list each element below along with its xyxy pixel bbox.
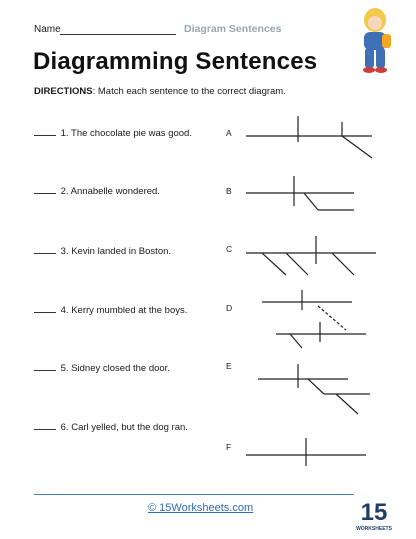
- sentence-4-text: 4. Kerry mumbled at the boys.: [60, 305, 188, 316]
- diagram-letter-e: E: [226, 361, 232, 371]
- sentence-3-text: 3. Kevin landed in Boston.: [60, 246, 172, 257]
- diagram-letter-d: D: [226, 303, 233, 313]
- site-logo: [354, 494, 394, 534]
- page-title: Diagramming Sentences: [33, 48, 318, 75]
- diagram-letter-f: F: [226, 442, 232, 452]
- diagram-a: [246, 116, 372, 158]
- logo-text: WORKSHEETS: [356, 526, 392, 532]
- diagram-e: [258, 364, 370, 414]
- footer-rule: [34, 494, 394, 495]
- sentence-2-text: 2. Annabelle wondered.: [60, 186, 160, 197]
- directions-text: : Match each sentence to the correct diagram.: [92, 86, 286, 97]
- logo-number: 15: [360, 499, 388, 526]
- sentence-1-text: 1. The chocolate pie was good.: [60, 128, 192, 139]
- copyright-link[interactable]: © 15Worksheets.com: [148, 502, 254, 514]
- diagram-letter-b: B: [226, 186, 232, 196]
- diagram-letter-a: A: [226, 128, 232, 138]
- diagram-f: [246, 438, 366, 466]
- directions-label: DIRECTIONS: [34, 86, 93, 97]
- header-tag: Diagram Sentences: [184, 23, 282, 35]
- sentence-6-text: 6. Carl yelled, but the dog ran.: [60, 422, 188, 433]
- diagram-c: [246, 236, 376, 275]
- diagram-d: [262, 290, 366, 348]
- diagram-b: [246, 176, 354, 210]
- name-label: Name: [34, 24, 61, 35]
- diagram-letter-c: C: [226, 244, 233, 254]
- sentence-5-text: 5. Sidney closed the door.: [60, 363, 170, 374]
